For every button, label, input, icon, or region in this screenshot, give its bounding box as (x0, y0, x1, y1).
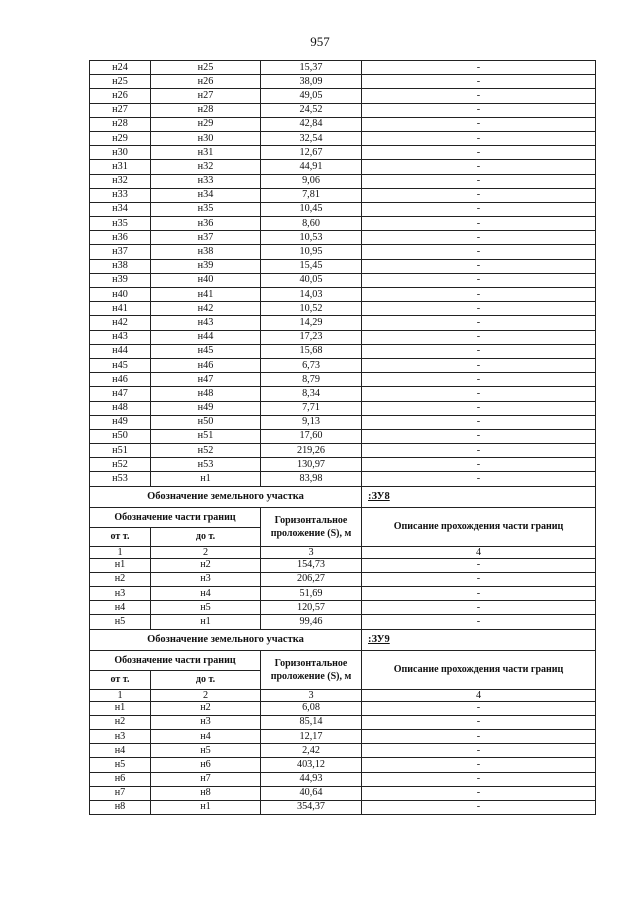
from-point-cell: н25 (90, 75, 151, 89)
table-row (90, 75, 596, 89)
description-cell: - (362, 373, 596, 387)
from-point-cell: н3 (90, 587, 151, 601)
description-cell: - (362, 472, 596, 486)
horizontal-distance-cell: 14,29 (261, 316, 362, 330)
to-point-cell: н43 (151, 316, 261, 330)
from-point-cell: н8 (90, 800, 151, 814)
table-row (90, 202, 596, 216)
table-row (90, 373, 596, 387)
from-point-cell: н2 (90, 572, 151, 586)
description-cell: - (362, 217, 596, 231)
to-point-cell: н1 (151, 472, 261, 486)
description-cell: - (362, 202, 596, 216)
table-row (90, 117, 596, 131)
description-header: Описание прохождения части границ (362, 507, 596, 546)
from-point-cell: н49 (90, 415, 151, 429)
horizontal-distance-cell: 15,37 (261, 61, 362, 75)
from-point-cell: н3 (90, 729, 151, 743)
table-row (90, 587, 596, 601)
from-point-cell: н40 (90, 288, 151, 302)
boundary-part-header: Обозначение части границ (90, 650, 261, 670)
description-cell: - (362, 615, 596, 629)
horizontal-distance-cell: 206,27 (261, 572, 362, 586)
to-point-cell: н1 (151, 800, 261, 814)
to-point-cell: н29 (151, 117, 261, 131)
to-point-header: до т. (151, 670, 261, 689)
column-header-row (90, 650, 596, 670)
to-point-cell: н34 (151, 188, 261, 202)
from-point-cell: н34 (90, 202, 151, 216)
table-row (90, 358, 596, 372)
from-point-cell: н36 (90, 231, 151, 245)
horizontal-distance-cell: 2,42 (261, 744, 362, 758)
horizontal-distance-cell: 40,64 (261, 786, 362, 800)
from-point-cell: н28 (90, 117, 151, 131)
horizontal-distance-cell: 154,73 (261, 558, 362, 572)
land-plot-label: Обозначение земельного участка (90, 486, 362, 507)
to-point-cell: н2 (151, 701, 261, 715)
horizontal-distance-cell: 9,06 (261, 174, 362, 188)
to-point-cell: н6 (151, 758, 261, 772)
horizontal-distance-cell: 32,54 (261, 131, 362, 145)
to-point-cell: н40 (151, 273, 261, 287)
table-row (90, 800, 596, 814)
from-point-cell: н42 (90, 316, 151, 330)
from-point-cell: н1 (90, 558, 151, 572)
table-row (90, 245, 596, 259)
horizontal-distance-cell: 130,97 (261, 458, 362, 472)
from-point-cell: н27 (90, 103, 151, 117)
from-point-cell: н24 (90, 61, 151, 75)
table-row (90, 429, 596, 443)
table-row (90, 601, 596, 615)
from-point-cell: н51 (90, 444, 151, 458)
table-row (90, 415, 596, 429)
description-cell: - (362, 401, 596, 415)
to-point-cell: н5 (151, 744, 261, 758)
from-point-cell: н32 (90, 174, 151, 188)
horizontal-distance-cell: 14,03 (261, 288, 362, 302)
description-cell: - (362, 444, 596, 458)
description-cell: - (362, 601, 596, 615)
description-cell: - (362, 772, 596, 786)
table-row (90, 146, 596, 160)
to-point-cell: н5 (151, 601, 261, 615)
description-cell: - (362, 344, 596, 358)
table-row (90, 61, 596, 75)
to-point-cell: н2 (151, 558, 261, 572)
to-point-cell: н42 (151, 302, 261, 316)
table-row (90, 273, 596, 287)
from-point-cell: н52 (90, 458, 151, 472)
description-cell: - (362, 758, 596, 772)
description-cell: - (362, 259, 596, 273)
to-point-cell: н25 (151, 61, 261, 75)
description-cell: - (362, 458, 596, 472)
to-point-cell: н4 (151, 587, 261, 601)
column-number-row (90, 689, 596, 701)
horizontal-distance-cell: 120,57 (261, 601, 362, 615)
to-point-cell: н31 (151, 146, 261, 160)
horizontal-distance-cell: 42,84 (261, 117, 362, 131)
description-cell: - (362, 330, 596, 344)
horizontal-distance-cell: 83,98 (261, 472, 362, 486)
table-row (90, 772, 596, 786)
from-point-cell: н7 (90, 786, 151, 800)
table-row (90, 458, 596, 472)
from-point-cell: н6 (90, 772, 151, 786)
table-row (90, 615, 596, 629)
to-point-cell: н48 (151, 387, 261, 401)
from-point-cell: н48 (90, 401, 151, 415)
to-point-cell: н8 (151, 786, 261, 800)
land-plot-section-row (90, 486, 596, 507)
from-point-cell: н43 (90, 330, 151, 344)
from-point-cell: н38 (90, 259, 151, 273)
description-cell: - (362, 316, 596, 330)
from-point-cell: н44 (90, 344, 151, 358)
table-row (90, 330, 596, 344)
horizontal-distance-cell: 8,34 (261, 387, 362, 401)
description-cell: - (362, 117, 596, 131)
column-number: 2 (151, 546, 261, 558)
from-point-cell: н2 (90, 715, 151, 729)
table-row (90, 729, 596, 743)
column-number-row (90, 546, 596, 558)
description-cell: - (362, 160, 596, 174)
table-row (90, 302, 596, 316)
horizontal-distance-cell: 49,05 (261, 89, 362, 103)
description-cell: - (362, 146, 596, 160)
table-row (90, 103, 596, 117)
horizontal-distance-cell: 219,26 (261, 444, 362, 458)
horizontal-distance-cell: 17,60 (261, 429, 362, 443)
description-cell: - (362, 729, 596, 743)
table-row (90, 89, 596, 103)
from-point-cell: н35 (90, 217, 151, 231)
from-point-cell: н37 (90, 245, 151, 259)
to-point-cell: н37 (151, 231, 261, 245)
column-number: 4 (362, 546, 596, 558)
horizontal-distance-cell: 6,73 (261, 358, 362, 372)
from-point-cell: н4 (90, 744, 151, 758)
from-point-header: от т. (90, 670, 151, 689)
to-point-cell: н41 (151, 288, 261, 302)
column-number: 4 (362, 689, 596, 701)
description-cell: - (362, 188, 596, 202)
horizontal-distance-cell: 354,37 (261, 800, 362, 814)
table-row (90, 472, 596, 486)
description-cell: - (362, 558, 596, 572)
land-plot-code: :ЗУ9 (362, 629, 596, 650)
description-cell: - (362, 103, 596, 117)
horizontal-distance-cell: 12,17 (261, 729, 362, 743)
description-cell: - (362, 572, 596, 586)
description-cell: - (362, 61, 596, 75)
from-point-cell: н5 (90, 758, 151, 772)
boundary-table (89, 60, 596, 815)
horizontal-distance-cell: 51,69 (261, 587, 362, 601)
table-row (90, 387, 596, 401)
description-cell: - (362, 174, 596, 188)
to-point-cell: н36 (151, 217, 261, 231)
horizontal-distance-cell: 8,79 (261, 373, 362, 387)
from-point-cell: н29 (90, 131, 151, 145)
description-cell: - (362, 358, 596, 372)
description-cell: - (362, 715, 596, 729)
horizontal-distance-cell: 99,46 (261, 615, 362, 629)
table-row (90, 558, 596, 572)
from-point-cell: н50 (90, 429, 151, 443)
table-row (90, 344, 596, 358)
to-point-cell: н30 (151, 131, 261, 145)
column-number: 3 (261, 546, 362, 558)
from-point-cell: н41 (90, 302, 151, 316)
to-point-cell: н7 (151, 772, 261, 786)
table-row (90, 217, 596, 231)
description-cell: - (362, 744, 596, 758)
to-point-cell: н3 (151, 715, 261, 729)
table-row (90, 231, 596, 245)
horizontal-distance-cell: 44,93 (261, 772, 362, 786)
horizontal-distance-cell: 40,05 (261, 273, 362, 287)
description-cell: - (362, 89, 596, 103)
table-row (90, 160, 596, 174)
boundary-part-header: Обозначение части границ (90, 507, 261, 527)
to-point-cell: н51 (151, 429, 261, 443)
description-cell: - (362, 800, 596, 814)
table-row (90, 288, 596, 302)
description-cell: - (362, 75, 596, 89)
column-number: 1 (90, 689, 151, 701)
horizontal-distance-cell: 12,67 (261, 146, 362, 160)
table-row (90, 316, 596, 330)
page-number: 957 (310, 34, 330, 49)
from-point-cell: н33 (90, 188, 151, 202)
from-point-cell: н1 (90, 701, 151, 715)
horizontal-distance-cell: 403,12 (261, 758, 362, 772)
to-point-cell: н27 (151, 89, 261, 103)
description-cell: - (362, 245, 596, 259)
table-row (90, 174, 596, 188)
to-point-cell: н46 (151, 358, 261, 372)
land-plot-code: :ЗУ8 (362, 486, 596, 507)
description-cell: - (362, 587, 596, 601)
horizontal-distance-cell: 10,45 (261, 202, 362, 216)
to-point-cell: н3 (151, 572, 261, 586)
land-plot-section-row (90, 629, 596, 650)
from-point-cell: н31 (90, 160, 151, 174)
from-point-cell: н45 (90, 358, 151, 372)
horizontal-distance-cell: 7,71 (261, 401, 362, 415)
table-row (90, 786, 596, 800)
table-row (90, 572, 596, 586)
column-number: 2 (151, 689, 261, 701)
to-point-cell: н33 (151, 174, 261, 188)
table-row (90, 188, 596, 202)
description-header: Описание прохождения части границ (362, 650, 596, 689)
description-cell: - (362, 415, 596, 429)
to-point-cell: н26 (151, 75, 261, 89)
to-point-cell: н49 (151, 401, 261, 415)
horizontal-distance-cell: 10,95 (261, 245, 362, 259)
horizontal-distance-cell: 15,45 (261, 259, 362, 273)
horizontal-distance-header: Горизонтальное проложение (S), м (261, 650, 362, 689)
horizontal-distance-cell: 17,23 (261, 330, 362, 344)
table-row (90, 758, 596, 772)
table-row (90, 259, 596, 273)
from-point-cell: н26 (90, 89, 151, 103)
to-point-cell: н47 (151, 373, 261, 387)
boundary-table-body (90, 61, 596, 815)
from-point-cell: н5 (90, 615, 151, 629)
to-point-cell: н1 (151, 615, 261, 629)
from-point-cell: н39 (90, 273, 151, 287)
to-point-cell: н45 (151, 344, 261, 358)
column-header-row (90, 507, 596, 527)
to-point-cell: н32 (151, 160, 261, 174)
horizontal-distance-cell: 10,53 (261, 231, 362, 245)
table-row (90, 744, 596, 758)
column-number: 1 (90, 546, 151, 558)
to-point-cell: н4 (151, 729, 261, 743)
table-row (90, 131, 596, 145)
to-point-cell: н39 (151, 259, 261, 273)
from-point-cell: н30 (90, 146, 151, 160)
land-plot-label: Обозначение земельного участка (90, 629, 362, 650)
description-cell: - (362, 288, 596, 302)
to-point-cell: н38 (151, 245, 261, 259)
to-point-cell: н53 (151, 458, 261, 472)
horizontal-distance-cell: 6,08 (261, 701, 362, 715)
description-cell: - (362, 429, 596, 443)
column-number: 3 (261, 689, 362, 701)
table-row (90, 444, 596, 458)
table-row (90, 401, 596, 415)
to-point-cell: н35 (151, 202, 261, 216)
description-cell: - (362, 387, 596, 401)
to-point-header: до т. (151, 527, 261, 546)
table-row (90, 715, 596, 729)
horizontal-distance-cell: 44,91 (261, 160, 362, 174)
horizontal-distance-cell: 38,09 (261, 75, 362, 89)
from-point-cell: н4 (90, 601, 151, 615)
horizontal-distance-cell: 7,81 (261, 188, 362, 202)
from-point-cell: н47 (90, 387, 151, 401)
to-point-cell: н28 (151, 103, 261, 117)
description-cell: - (362, 231, 596, 245)
description-cell: - (362, 701, 596, 715)
horizontal-distance-cell: 15,68 (261, 344, 362, 358)
horizontal-distance-cell: 24,52 (261, 103, 362, 117)
horizontal-distance-cell: 85,14 (261, 715, 362, 729)
table-row (90, 701, 596, 715)
to-point-cell: н52 (151, 444, 261, 458)
from-point-cell: н53 (90, 472, 151, 486)
description-cell: - (362, 131, 596, 145)
horizontal-distance-cell: 9,13 (261, 415, 362, 429)
horizontal-distance-cell: 8,60 (261, 217, 362, 231)
from-point-cell: н46 (90, 373, 151, 387)
description-cell: - (362, 786, 596, 800)
horizontal-distance-header: Горизонтальное проложение (S), м (261, 507, 362, 546)
description-cell: - (362, 302, 596, 316)
description-cell: - (362, 273, 596, 287)
horizontal-distance-cell: 10,52 (261, 302, 362, 316)
to-point-cell: н50 (151, 415, 261, 429)
to-point-cell: н44 (151, 330, 261, 344)
from-point-header: от т. (90, 527, 151, 546)
